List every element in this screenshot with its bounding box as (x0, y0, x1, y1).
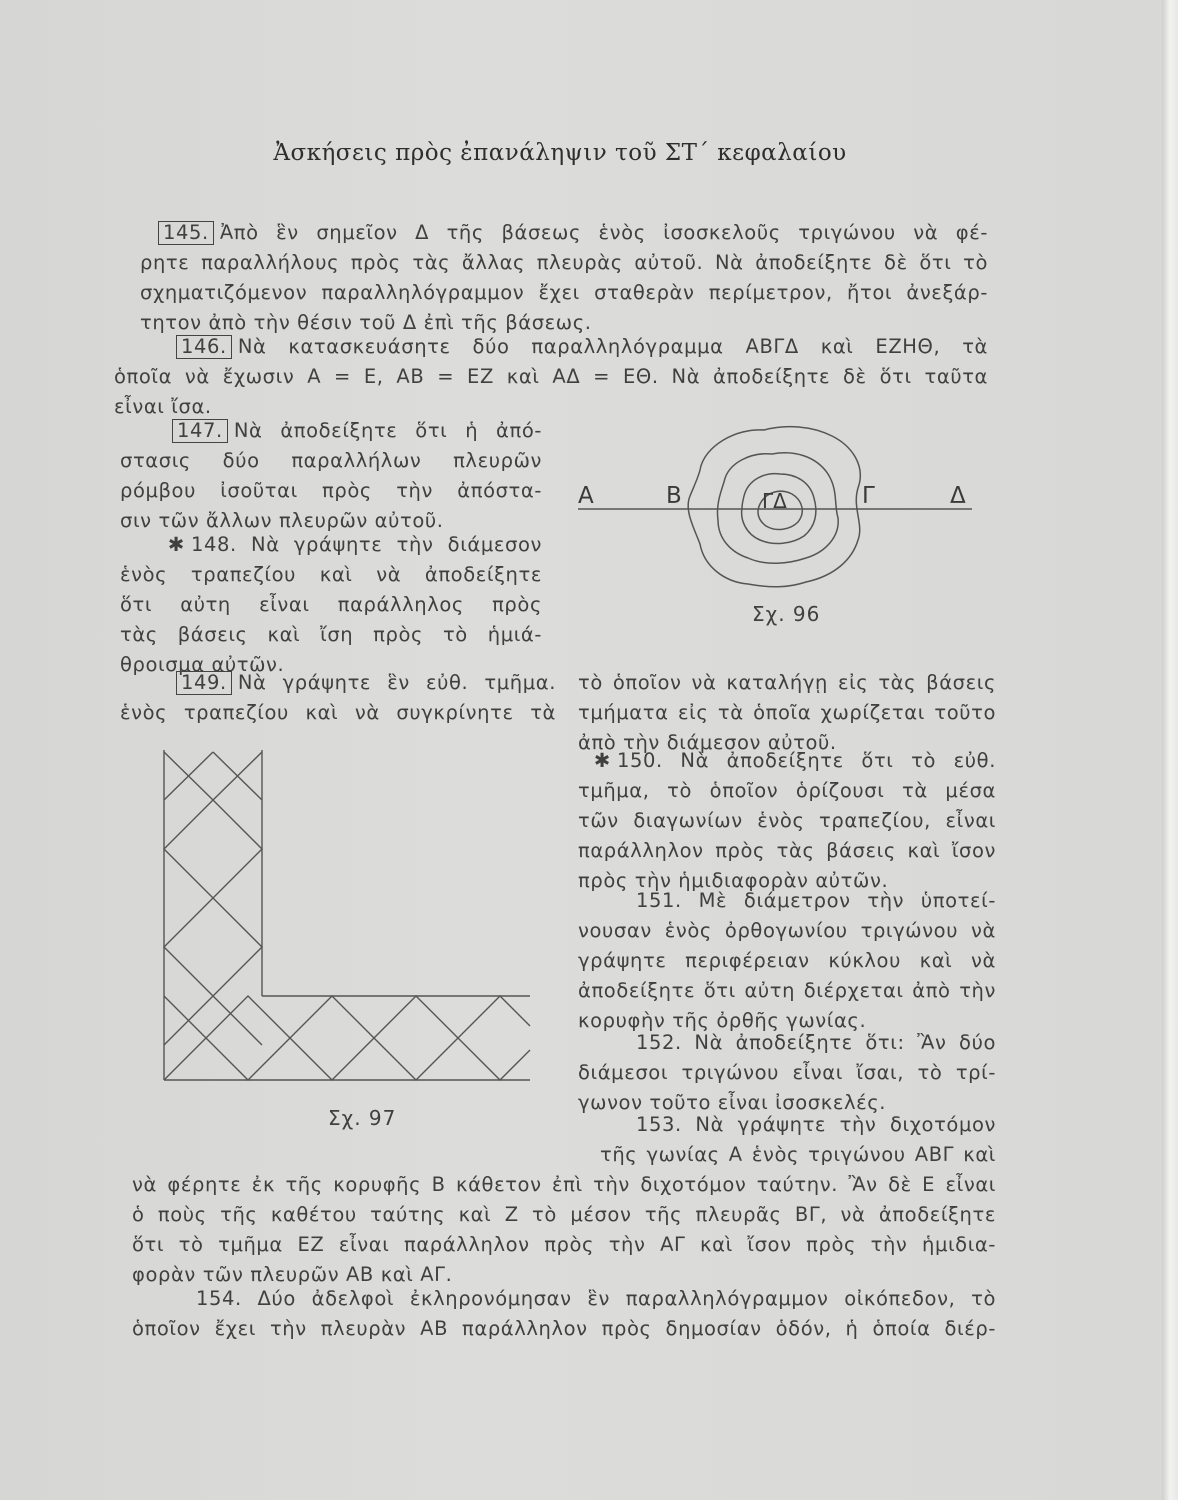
exercise-153-line2: τῆς γωνίας Α ἑνὸς τριγώνου ΑΒΓ καὶ (600, 1143, 996, 1166)
exercise-148: ✱ 148. Νὰ γράψητε τὴν διάμεσον (168, 533, 542, 556)
exercise-149: 149. Νὰ γράψητε ἓν εὐθ. τμῆμα. (176, 668, 556, 698)
exercise-151: 151. Μὲ διάμετρον τὴν ὑποτεί- (636, 889, 996, 912)
figure-97-caption: Σχ. 97 (328, 1106, 397, 1130)
exercise-150: ✱ 150. Νὰ ἀποδείξητε ὅτι τὸ εὐθ. (594, 749, 996, 772)
exercise-148-body: ἑνὸς τραπεζίου καὶ νὰ ἀποδείξητε ὅτι αὐτη εἶναι παράλληλος πρὸς τὰς βάσεις καὶ ἴση πρὸς τὸ ἡμιά- θροισμα αὐτῶν. (120, 563, 542, 676)
exercise-149-left: ἑνὸς τραπεζίου καὶ νὰ συγκρίνητε τὰ (120, 701, 556, 724)
exercise-number-box: 147. (172, 419, 228, 443)
exercise-145: 145. Ἀπὸ ἓν σημεῖον Δ τῆς βάσεως ἑνὸς ἰσοσκελοῦς τριγώνου νὰ φέ- (158, 218, 988, 248)
exercise-146-body: ὁποῖα νὰ ἔχωσιν Α = Ε, ΑΒ = ΕΖ καὶ ΑΔ = ΕΘ. Νὰ ἀποδείξητε δὲ ὅτι ταῦτα εἶναι ἴσα. (114, 365, 988, 418)
vertical-strip-pattern (164, 752, 262, 1045)
exercise-149-right: τὸ ὁποῖον νὰ καταλήγῃ εἰς τὰς βάσεις τμήματα εἰς τὰ ὁποῖα χωρίζεται τοῦτο ἀπὸ τὴν διάμεσον αὐτοῦ. (578, 671, 996, 754)
label-inner: ΓΔ (762, 489, 787, 513)
exercise-153-body: νὰ φέρητε ἐκ τῆς κορυφῆς Β κάθετον ἐπὶ τὴν διχοτόμον ταύτην. Ἂν δὲ Ε εἶναι ὁ ποὺς τῆς καθέτου ταύτης καὶ Ζ τὸ μέσον τῆς πλευρᾶς ΒΓ, νὰ ἀποδείξητε ὅτι τὸ τμῆμα ΕΖ εἶναι παράλληλον πρὸς τὴν ΑΓ καὶ ἴσον πρὸς τὴν ἡμιδια- φορὰν τῶν πλευρῶν ΑΒ καὶ ΑΓ. (132, 1173, 996, 1286)
exercise-number-box: 146. (176, 335, 232, 359)
horizontal-strip-pattern (164, 996, 530, 1080)
exercise-145-body: ρητε παραλλήλους πρὸς τὰς ἄλλας πλευρὰς αὐτοῦ. Νὰ ἀποδείξητε δὲ ὅτι τὸ σχηματιζόμενον παραλληλόγραμμον ἔχει σταθερὰν περίμετρον, ἤτοι ἀνεξάρ- τητον ἀπὸ τὴν θέσιν τοῦ Δ ἐπὶ τῆς βάσεως. (140, 251, 988, 334)
exercise-number-box: 145. (158, 221, 214, 245)
label-b: Β (666, 483, 682, 509)
page-title: Ἀσκήσεις πρὸς ἐπανάληψιν τοῦ ΣΤ΄ κεφαλαίου (273, 140, 847, 166)
star-mark-icon: ✱ (168, 533, 185, 556)
exercise-152-body: διάμεσοι τριγώνου εἶναι ἴσαι, τὸ τρί- γωνον τοῦτο εἶναι ἰσοσκελές. (578, 1061, 996, 1114)
exercise-150-body: τμῆμα, τὸ ὁποῖον ὁρίζουσι τὰ μέσα τῶν διαγωνίων ἑνὸς τραπεζίου, εἶναι παράλληλον πρὸς τὰς βάσεις καὶ ἴσον πρὸς τὴν ἡμιδιαφορὰν αὐτῶν. (578, 779, 996, 892)
figure-96-caption: Σχ. 96 (752, 602, 821, 626)
label-c: Γ (862, 483, 875, 509)
exercise-154: 154. Δύο ἀδελφοὶ ἐκληρονόμησαν ἓν παραλληλόγραμμον οἰκόπεδον, τὸ (196, 1287, 996, 1310)
exercise-147: 147. Νὰ ἀποδείξητε ὅτι ἡ ἀπό- (172, 416, 542, 446)
star-mark-icon: ✱ (594, 749, 611, 772)
exercise-number-box: 149. (176, 671, 232, 695)
exercise-151-body: νουσαν ἑνὸς ὀρθογωνίου τριγώνου νὰ γράψητε περιφέρειαν κύκλου καὶ νὰ ἀποδείξητε ὅτι αὐτη διέρχεται ἀπὸ τὴν κορυφὴν τῆς ὀρθῆς γωνίας. (578, 919, 996, 1032)
exercise-147-body: στασις δύο παραλλήλων πλευρῶν ρόμβου ἰσοῦται πρὸς τὴν ἀπόστα- σιν τῶν ἄλλων πλευρῶν αὐτοῦ. (120, 449, 542, 532)
exercise-146: 146. Νὰ κατασκευάσητε δύο παραλληλόγραμμα ΑΒΓΔ καὶ ΕΖΗΘ, τὰ (176, 332, 988, 362)
label-a: Α (578, 483, 594, 509)
exercise-152: 152. Νὰ ἀποδείξητε ὅτι: Ἂν δύο (636, 1031, 996, 1054)
label-d: Δ (950, 483, 966, 509)
exercise-154-body: ὁποῖον ἔχει τὴν πλευρὰν ΑΒ παράλληλον πρὸς δημοσίαν ὁδόν, ἡ ὁποία διέρ- (132, 1317, 996, 1340)
exercise-153: 153. Νὰ γράψητε τὴν διχοτόμον (636, 1113, 996, 1136)
